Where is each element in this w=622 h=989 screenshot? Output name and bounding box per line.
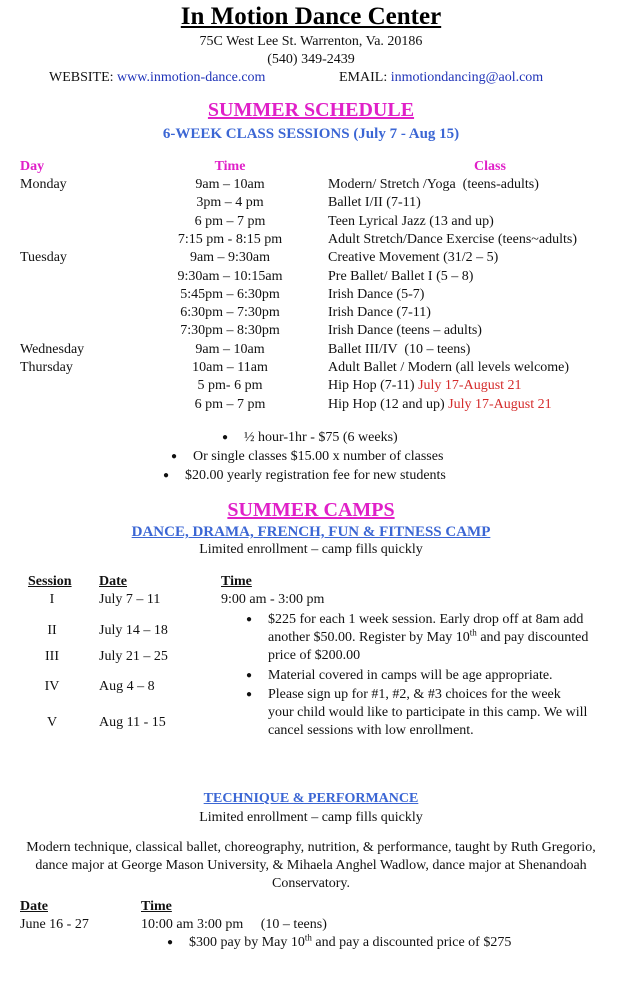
website-link[interactable]: www.inmotion-dance.com	[117, 70, 266, 85]
camp-session-date: Aug 4 – 8	[99, 679, 155, 694]
schedule-time: 7:30pm – 8:30pm	[180, 323, 280, 339]
class-sessions-subheading: 6-WEEK CLASS SESSIONS (July 7 - Aug 15)	[162, 126, 460, 142]
bullet-text: $225 for each 1 week session. Early drop off at 8am add another $50.00. Register by May 10	[268, 612, 584, 645]
camp-session-date: Aug 11 - 15	[99, 715, 166, 730]
bullet-text: and pay discounted price of $200.00	[268, 630, 589, 663]
camp2-description: Modern technique, classical ballet, choreography, nutrition, & performance, taught by Ruth Gregorio, dance major at George Mason University, & Mihaela Anghel Wadlow, dance major at Shenandoah Conservatory.	[26, 840, 596, 891]
camp1-subtitle: Limited enrollment – camp fills quickly	[199, 542, 423, 557]
camp2-col-time: Time	[141, 899, 172, 914]
schedule-time: 9:30am – 10:15am	[177, 268, 283, 284]
col-header-day: Day	[20, 159, 45, 174]
schedule-class-cell	[328, 359, 569, 377]
schedule-class-cell	[328, 231, 577, 249]
schedule-time: 6 pm – 7 pm	[194, 396, 266, 412]
schedule-class: Hip Hop (12 and up)	[328, 396, 449, 412]
camp1-bullet-material: ● Material covered in camps will be age appropriate.	[268, 667, 608, 685]
schedule-class-cell	[328, 304, 431, 322]
schedule-class-cell	[328, 341, 470, 359]
schedule-class-cell	[328, 286, 424, 304]
camp2-date: June 16 - 27	[20, 917, 89, 932]
schedule-class-cell	[328, 396, 552, 414]
schedule-class: Pre Ballet/ Ballet I (5 – 8)	[328, 268, 474, 284]
schedule-class: Irish Dance (5-7)	[328, 286, 425, 302]
camp1-bullet-price	[268, 611, 598, 665]
schedule-class: Ballet I/II (7-11)	[328, 195, 421, 211]
page-title: In Motion Dance Center	[180, 3, 442, 30]
schedule-date-note: July 17-August 21	[448, 396, 552, 412]
email-line	[339, 69, 543, 87]
schedule-time: 9am – 10am	[195, 177, 265, 192]
camp-session-number: II	[47, 623, 57, 638]
schedule-day: Monday	[20, 177, 67, 192]
col-header-time: Time	[214, 159, 246, 174]
schedule-class: Irish Dance (7-11)	[328, 305, 431, 321]
schedule-class-cell	[328, 377, 522, 395]
camp2-title: TECHNIQUE & PERFORMANCE	[203, 791, 419, 806]
camp1-bullet-signup: ● Please sign up for #1, #2, & #3 choices for the week your child would like to participate in this camp. We will cancel sessions with low enrollment.	[268, 686, 588, 740]
camp-session-number: V	[46, 715, 58, 730]
website-line	[49, 69, 265, 87]
col-header-date: Date	[99, 574, 127, 589]
schedule-day: Wednesday	[20, 341, 85, 357]
camp1-time: 9:00 am - 3:00 pm	[221, 592, 325, 607]
schedule-class: Creative Movement (31/2 – 5)	[328, 250, 499, 266]
schedule-time: 6:30pm – 7:30pm	[180, 305, 280, 321]
bullet-text: $300 pay by May 10	[189, 935, 305, 950]
camp-session-date: July 7 – 11	[99, 592, 161, 607]
schedule-class: Ballet III/IV (10 – teens)	[328, 341, 471, 357]
schedule-time: 10am – 11am	[192, 360, 268, 375]
col-header-session: Session	[28, 574, 72, 589]
camp-session-number: III	[45, 649, 59, 664]
camp2-col-date: Date	[20, 899, 48, 914]
superscript: th	[304, 932, 312, 943]
summer-camps-heading: SUMMER CAMPS	[227, 499, 395, 521]
schedule-time: 7:15 pm - 8:15 pm	[177, 231, 283, 247]
schedule-day: Tuesday	[20, 250, 67, 266]
schedule-time: 5 pm- 6 pm	[197, 378, 263, 394]
schedule-class-cell	[328, 176, 539, 194]
schedule-date-note: July 17-August 21	[418, 378, 522, 394]
col-header-time: Time	[221, 574, 252, 589]
schedule-class: Teen Lyrical Jazz (13 and up)	[328, 213, 494, 229]
schedule-time: 9am – 10am	[195, 341, 265, 357]
schedule-time: 5:45pm – 6:30pm	[180, 286, 280, 302]
pricing-item: ● Or single classes $15.00 x number of classes	[193, 448, 443, 466]
schedule-class-cell	[328, 322, 482, 340]
superscript: th	[469, 627, 477, 638]
email-label: EMAIL:	[339, 70, 388, 85]
schedule-class: Adult Ballet / Modern (all levels welcome)	[328, 360, 570, 375]
col-header-class: Class	[474, 159, 506, 174]
schedule-class: Modern/ Stretch /Yoga (teens-adults)	[328, 177, 539, 192]
pricing-item: ● $20.00 yearly registration fee for new students	[185, 467, 446, 485]
website-label: WEBSITE:	[49, 70, 114, 85]
schedule-class: Hip Hop (7-11)	[328, 378, 419, 394]
address: 75C West Lee St. Warrenton, Va. 20186	[199, 34, 423, 49]
camp-session-number: I	[49, 592, 55, 607]
camp-session-date: July 21 – 25	[99, 649, 168, 664]
camp2-subtitle: Limited enrollment – camp fills quickly	[199, 810, 423, 825]
schedule-class-cell	[328, 213, 494, 231]
pricing-item: ● ½ hour-1hr - $75 (6 weeks)	[244, 429, 398, 447]
schedule-class-cell	[328, 249, 498, 267]
schedule-class-cell	[328, 268, 473, 286]
schedule-class-cell	[328, 194, 421, 212]
schedule-time: 3pm – 4 pm	[196, 195, 264, 211]
email-link[interactable]: inmotiondancing@aol.com	[390, 70, 544, 85]
camp1-title: DANCE, DRAMA, FRENCH, FUN & FITNESS CAMP	[131, 524, 491, 540]
schedule-time: 6 pm – 7 pm	[194, 213, 266, 229]
schedule-class: Adult Stretch/Dance Exercise (teens~adults)	[328, 231, 577, 247]
summer-schedule-heading: SUMMER SCHEDULE	[207, 99, 415, 121]
camp-session-date: July 14 – 18	[99, 623, 168, 638]
phone: (540) 349-2439	[267, 52, 355, 67]
camp2-bullet-price	[189, 934, 511, 952]
camp-session-number: IV	[44, 679, 60, 694]
bullet-text: and pay a discounted price of $275	[311, 935, 512, 950]
camp2-time: 10:00 am 3:00 pm (10 – teens)	[141, 917, 327, 932]
schedule-class: Irish Dance (teens – adults)	[328, 323, 482, 339]
schedule-time: 9am – 9:30am	[189, 250, 271, 266]
schedule-day: Thursday	[20, 360, 73, 375]
